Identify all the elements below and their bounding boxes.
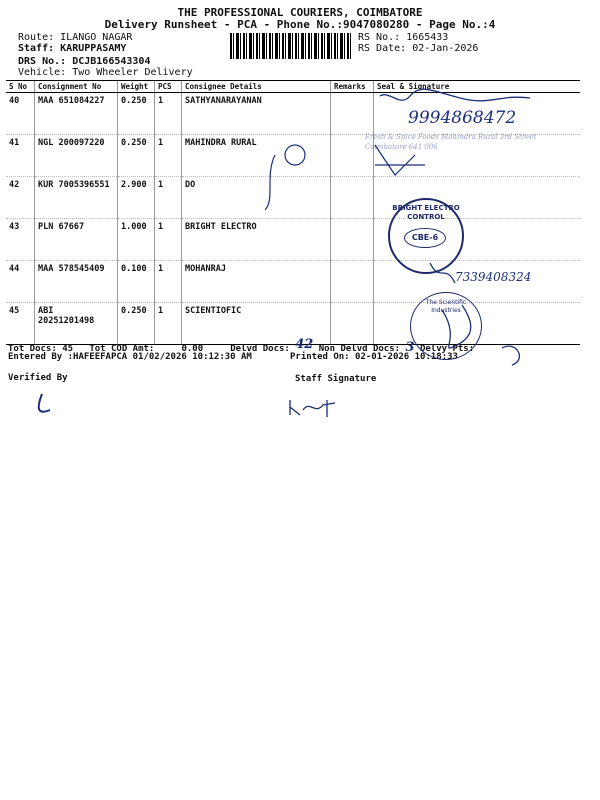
row-consignee: MOHANRAJ	[182, 261, 331, 303]
delvy-pts-label: Delvy Pts:	[419, 344, 475, 354]
row-weight: 1.000	[118, 219, 155, 261]
row-weight: 0.100	[118, 261, 155, 303]
col-consignee: Consignee Details	[182, 81, 331, 93]
tot-docs-label: Tot Docs:	[8, 344, 57, 354]
tot-cod-label: Tot COD Amt:	[89, 344, 155, 354]
col-seal-signature: Seal & Signature	[374, 81, 581, 93]
row-sno: 41	[6, 135, 35, 177]
entered-by: Entered By :HAFEEFAPCA 01/02/2026 10:12:30 AM	[8, 352, 252, 362]
row-consignee: SCIENTIOFIC	[182, 303, 331, 345]
vehicle-line	[18, 67, 193, 78]
rs-no-label: RS No.:	[358, 32, 401, 43]
row-consignment: NGL 200097220	[35, 135, 118, 177]
printed-on: Printed On: 02-01-2026 10:18:33	[290, 352, 458, 362]
faded-stamp: Fresh & Spice Foods Mahindra Rural 3rd Street Coimbatore 641 006	[365, 133, 537, 151]
row-sno: 44	[6, 261, 35, 303]
company-title: THE PROFESSIONAL COURIERS, COIMBATORE	[177, 6, 423, 19]
row-remarks	[331, 93, 374, 135]
row-weight: 0.250	[118, 135, 155, 177]
staff-line	[18, 43, 126, 54]
stamp-text: BRIGHT ELECTRO CONTROL	[392, 204, 460, 221]
col-remarks: Remarks	[331, 81, 374, 93]
row-sno: 42	[6, 177, 35, 219]
staff-signature-label: Staff Signature	[295, 374, 377, 384]
table-row	[6, 219, 580, 261]
route-label: Route:	[18, 32, 55, 43]
row-weight: 0.250	[118, 303, 155, 345]
vehicle-label: Vehicle:	[18, 67, 67, 78]
rs-date-line	[358, 43, 478, 54]
row-sno: 45	[6, 303, 35, 345]
signature-row44	[425, 258, 460, 288]
tot-cod-value: 0.00	[181, 344, 204, 354]
row-pcs: 1	[155, 93, 182, 135]
row-consignment: MAA 578545409	[35, 261, 118, 303]
staff-signature	[285, 395, 345, 420]
rs-date-label: RS Date:	[358, 43, 407, 54]
stamp2-text: The Scientific Industries	[425, 299, 467, 314]
row-consignee: MAHINDRA RURAL	[182, 135, 331, 177]
row-consignee: DO	[182, 177, 331, 219]
non-delvd-label: Non Delvd Docs:	[318, 344, 401, 354]
staff-label: Staff:	[18, 43, 55, 54]
row-sno: 43	[6, 219, 35, 261]
verifier-signature	[30, 392, 60, 417]
drs-label: DRS No.:	[18, 56, 67, 67]
handwritten-phone: 9994868472	[408, 108, 517, 128]
row-remarks	[331, 261, 374, 303]
rs-no-value: 1665433	[406, 32, 449, 43]
row-consignment: PLN 67667	[35, 219, 118, 261]
row-consignment: KUR 7005396551	[35, 177, 118, 219]
row-remarks	[331, 303, 374, 345]
staff-value: KARUPPASAMY	[60, 43, 127, 54]
signature-row40	[370, 88, 570, 118]
col-pcs: PCS	[155, 81, 182, 93]
signature-row45	[432, 300, 542, 370]
row-remarks	[331, 219, 374, 261]
row-consignee: SATHYANARAYANAN	[182, 93, 331, 135]
col-sno: S No	[6, 81, 35, 93]
row-pcs: 1	[155, 303, 182, 345]
row-consignment: ABI 20251201498	[35, 303, 118, 345]
rs-no-line	[358, 32, 448, 43]
row-weight: 0.250	[118, 93, 155, 135]
stamp-center: CBE-6	[404, 228, 446, 248]
route-value: ILANGO NAGAR	[60, 32, 133, 43]
route-line	[18, 32, 132, 43]
signature-row41	[265, 135, 440, 215]
row-pcs: 1	[155, 219, 182, 261]
row-pcs: 1	[155, 177, 182, 219]
drs-value: DCJB166543304	[72, 56, 151, 67]
row-weight: 2.900	[118, 177, 155, 219]
delvd-value: 42	[295, 337, 314, 352]
row-pcs: 1	[155, 135, 182, 177]
row-pcs: 1	[155, 261, 182, 303]
barcode	[230, 33, 352, 59]
handwritten-phone-2: 7339408324	[455, 270, 532, 284]
verified-by-label: Verified By	[8, 373, 68, 383]
non-delvd-value: 3	[405, 340, 415, 355]
row-consignment: MAA 651084227	[35, 93, 118, 135]
row-sno: 40	[6, 93, 35, 135]
runsheet-title: Delivery Runsheet - PCA - Phone No.:9047080280 - Page No.:4	[104, 18, 496, 31]
delvd-label: Delvd Docs:	[230, 344, 290, 354]
col-weight: Weight	[118, 81, 155, 93]
tot-docs-value: 45	[62, 344, 74, 354]
vehicle-value: Two Wheeler Delivery	[72, 67, 193, 78]
rs-date-value: 02-Jan-2026	[412, 43, 479, 54]
row-consignee: BRIGHT ELECTRO	[182, 219, 331, 261]
col-consignment: Consignment No	[35, 81, 118, 93]
drs-line	[18, 56, 150, 67]
